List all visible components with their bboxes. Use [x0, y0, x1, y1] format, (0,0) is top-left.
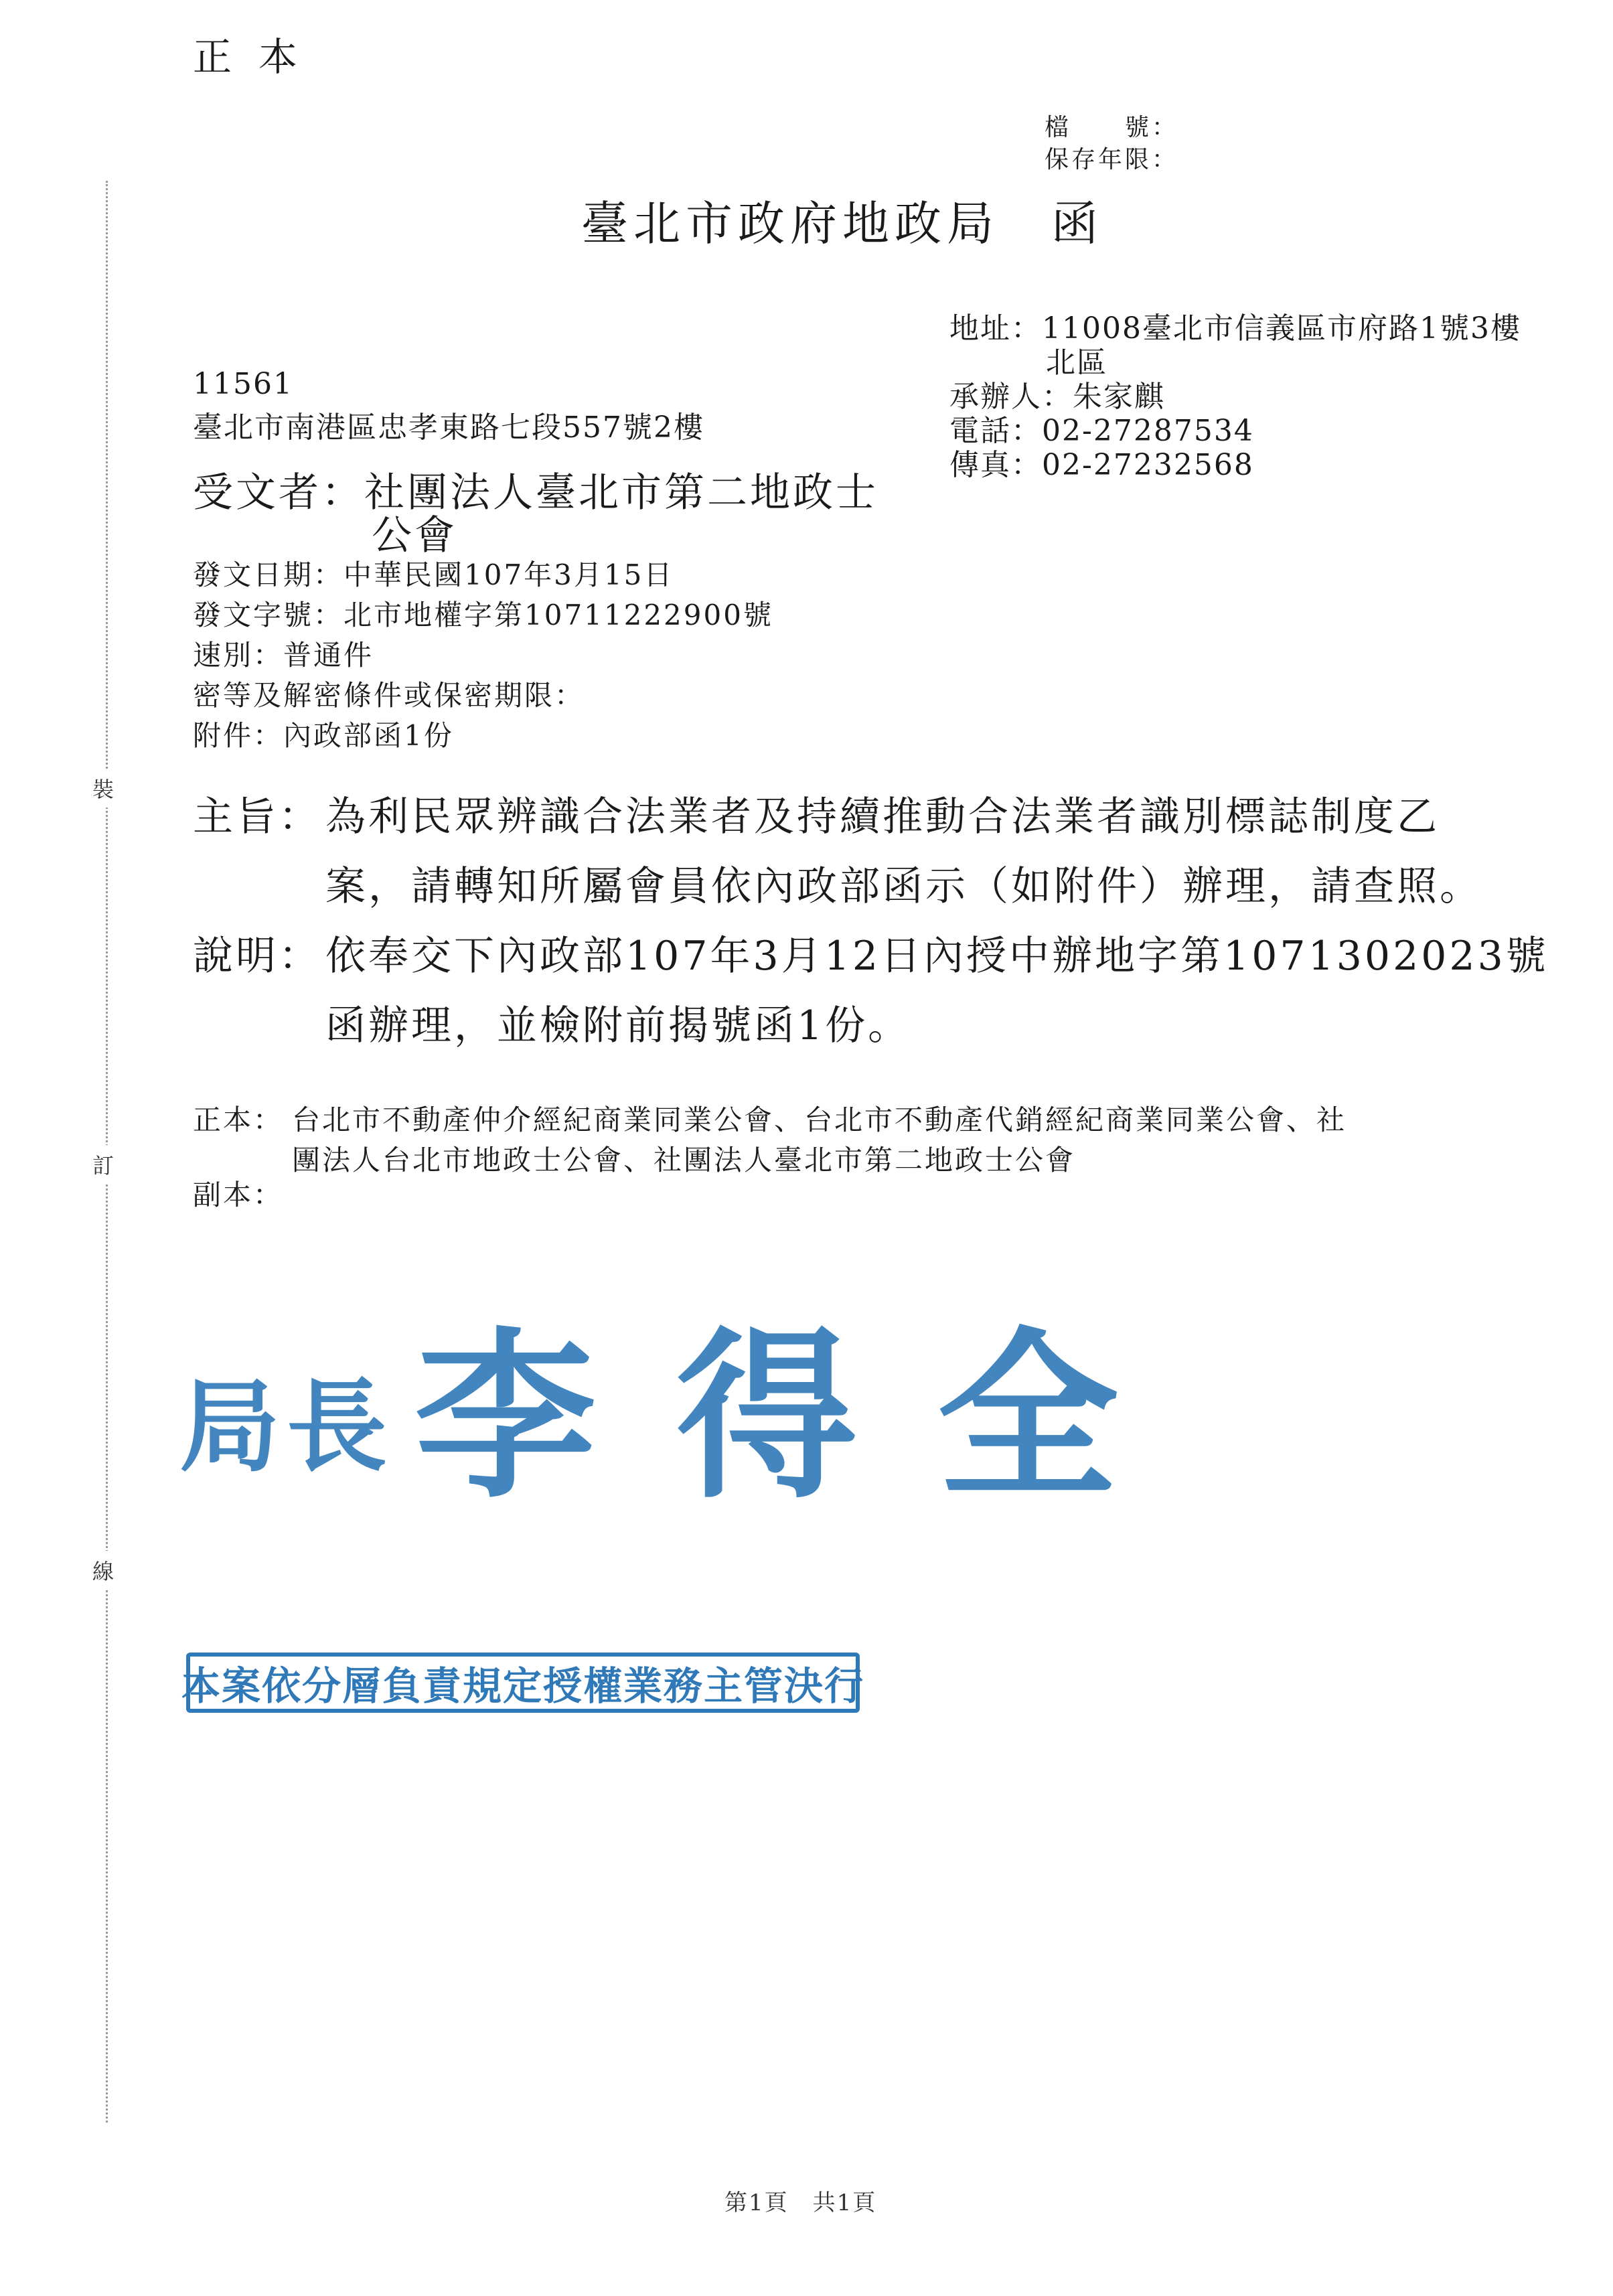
primary-recipients-label: 正本：: [193, 1103, 284, 1136]
security-level: 密等及解密條件或保密期限：: [193, 679, 585, 712]
recipient-line2: 公會: [372, 512, 457, 559]
signature-name: 李得全: [415, 1310, 1199, 1523]
archive-file-no: 檔 號：: [1045, 114, 1179, 141]
issue-date: 發文日期：中華民國107年3月15日: [193, 558, 674, 591]
binding-char-ding: 訂: [92, 1145, 114, 1184]
archive-retention: 保存年限：: [1045, 146, 1179, 173]
explanation-label: 說明：: [193, 933, 321, 980]
sender-address-line2: 北區: [1046, 346, 1107, 380]
binding-char-xian: 線: [92, 1551, 114, 1590]
primary-recipients-line1: 台北市不動產仲介經紀商業同業公會、台北市不動產代銷經紀商業同業公會、社: [292, 1103, 1347, 1136]
sender-phone: 電話：02-27287534: [949, 414, 1254, 448]
authorization-stamp: [181, 1653, 865, 1713]
delivery-speed: 速別：普通件: [193, 639, 374, 672]
receiver-postal-code: 11561: [193, 367, 293, 401]
signature-title: 局長: [179, 1368, 394, 1486]
attachment: 附件：內政部函1份: [193, 719, 454, 752]
sender-fax: 傳真：02-27232568: [949, 448, 1254, 482]
page-footer: 第1頁 共1頁: [724, 2190, 877, 2216]
cc-label: 副本：: [193, 1178, 284, 1211]
subject-label: 主旨：: [193, 793, 321, 840]
subject-line1: 為利民眾辨識合法業者及持續推動合法業者識別標誌制度乙: [325, 793, 1440, 840]
explanation-line2: 函辦理，並檢附前揭號函1份。: [325, 1002, 911, 1049]
subject-line2: 案，請轉知所屬會員依內政部函示（如附件）辦理，請查照。: [325, 863, 1482, 910]
binding-char-zhuang: 裝: [92, 769, 114, 808]
receiver-address: 臺北市南港區忠孝東路七段557號2樓: [193, 410, 704, 445]
copy-mark: 正本: [193, 34, 325, 80]
document-title: 臺北市政府地政局 函: [581, 196, 1103, 251]
explanation-line1: 依奉交下內政部107年3月12日內授中辦地字第1071302023號: [325, 933, 1549, 980]
document-number: 發文字號：北市地權字第10711222900號: [193, 599, 773, 631]
primary-recipients-line2: 團法人台北市地政士公會、社團法人臺北市第二地政士公會: [292, 1144, 1076, 1176]
authorization-stamp-text: 本案依分層負責規定授權業務主管決行: [181, 1663, 865, 1709]
recipient-line1: 受文者：社團法人臺北市第二地政士: [193, 469, 878, 516]
sender-address-line1: 地址：11008臺北市信義區市府路1號3樓: [949, 311, 1521, 346]
sender-handler: 承辦人：朱家麒: [949, 380, 1165, 414]
